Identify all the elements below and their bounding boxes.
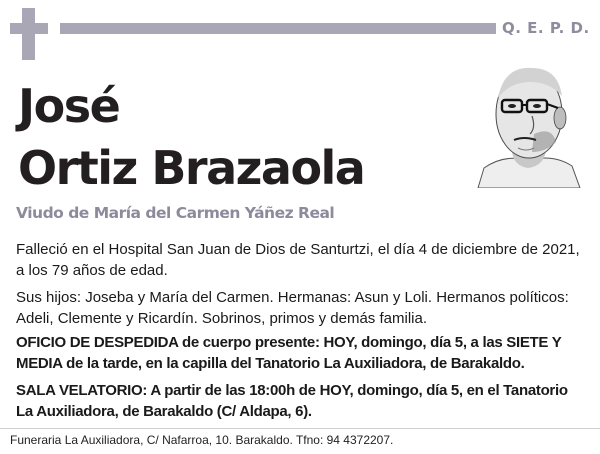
- family-paragraph: Sus hijos: Joseba y María del Carmen. Hermanas: Asun y Loli. Hermanos políticos: Adeli, Clemente y Ricardín. Sobrinos, primos y demás familia.: [16, 289, 569, 327]
- widow-line: Viudo de María del Carmen Yáñez Real: [16, 204, 335, 222]
- qepd-label: Q. E. P. D.: [502, 19, 590, 37]
- header-rule: [60, 23, 496, 34]
- deceased-first-name: José: [18, 79, 120, 133]
- deceased-surnames: Ortiz Brazaola: [18, 141, 365, 195]
- funeral-home-footer: Funeraria La Auxiliadora, C/ Nafarroa, 10. Barakaldo. Tfno: 94 4372207.: [10, 433, 394, 447]
- cross-icon: [22, 8, 35, 60]
- death-paragraph: Falleció en el Hospital San Juan de Dios de Santurtzi, el día 4 de diciembre de 2021, a los 79 años de edad.: [16, 241, 580, 279]
- footer-divider: [0, 428, 600, 429]
- cross-icon-bar: [10, 23, 48, 34]
- portrait-photo: [474, 56, 582, 188]
- wake-paragraph: SALA VELATORIO: A partir de las 18:00h de HOY, domingo, día 5, en el Tanatorio La Auxiliadora, de Barakaldo (C/ Aldapa, 6).: [16, 382, 568, 420]
- service-paragraph: OFICIO DE DESPEDIDA de cuerpo presente: HOY, domingo, día 5, a las SIETE Y MEDIA de la tarde, en la capilla del Tanatorio La Auxiliadora, de Barakaldo.: [16, 334, 562, 372]
